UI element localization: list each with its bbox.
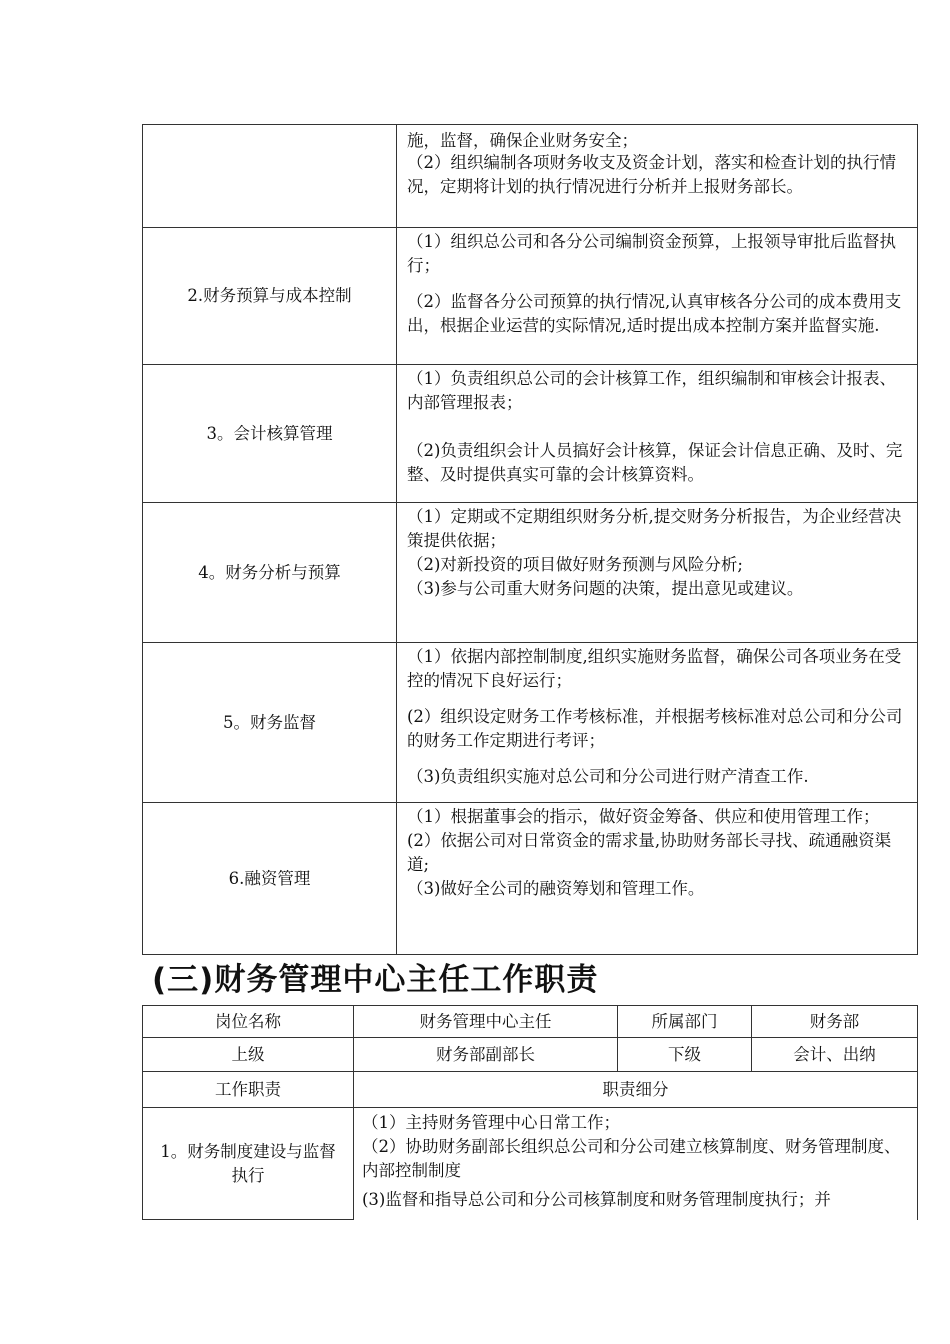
dept-value: 财务部 <box>752 1006 918 1038</box>
detail-line: (3)监督和指导总公司和分公司核算制度和财务管理制度执行；并 <box>362 1190 831 1209</box>
detail-line: （3)做好全公司的融资筹划和管理工作。 <box>407 879 705 898</box>
overlap-line <box>407 131 909 155</box>
table-row <box>143 365 918 503</box>
dept-label: 所属部门 <box>618 1006 752 1038</box>
detail-line: （2）监督各分公司预算的执行情况,认真审核各分公司的成本费用支出，根据企业运营的实际情况,适时提出成本控制方案并监督实施. <box>407 292 902 335</box>
duty1-detail <box>354 1108 918 1220</box>
detail-line: (2）组织设定财务工作考核标准，并根据考核标准对总公司和分公司的财务工作定期进行考评； <box>407 707 903 750</box>
detail-line: （1）负责组织总公司的会计核算工作，组织编制和审核会计报表、内部管理报表； <box>407 369 896 412</box>
table-row <box>143 643 918 803</box>
detail-label: 职责细分 <box>354 1072 918 1108</box>
superior-label: 上级 <box>143 1038 354 1072</box>
duty-detail-cell <box>397 228 918 365</box>
detail-line: （1）组织总公司和各分公司编制资金预算，上报领导审批后监督执行； <box>407 232 896 275</box>
duty-detail-cell <box>397 365 918 503</box>
detail-line: （3)参与公司重大财务问题的决策，提出意见或建议。 <box>407 579 804 598</box>
duty-detail-cell <box>397 803 918 955</box>
duty-detail-cell <box>397 125 918 228</box>
detail-line: （3)负责组织实施对总公司和分公司进行财产清查工作. <box>407 767 809 786</box>
position-table <box>142 1005 918 1220</box>
duty-title-cell: 2.财务预算与成本控制 <box>143 228 397 365</box>
duty-label: 工作职责 <box>143 1072 354 1108</box>
duties-table-continued <box>142 124 918 955</box>
duty1-title: 1。财务制度建设与监督执行 <box>143 1108 354 1220</box>
table-row <box>143 1038 918 1072</box>
detail-line: （1）依据内部控制制度,组织实施财务监督，确保公司各项业务在受控的情况下良好运行； <box>407 647 902 690</box>
detail-line: （2）组织编制各项财务收支及资金计划，落实和检查计划的执行情况，定期将计划的执行情况进行分析并上报财务部长。 <box>407 153 896 196</box>
detail-line: （1）根据董事会的指示，做好资金筹备、供应和使用管理工作； <box>407 807 880 826</box>
duty-title-cell: 6.融资管理 <box>143 803 397 955</box>
superior-value: 财务部副部长 <box>354 1038 618 1072</box>
detail-line: （2）协助财务副部长组织总公司和分公司建立核算制度、财务管理制度、内部控制制度 <box>362 1137 901 1180</box>
duty-title-cell: 4。财务分析与预算 <box>143 503 397 643</box>
detail-line: (2）依据公司对日常资金的需求量,协助财务部长寻找、疏通融资渠道; <box>407 831 892 874</box>
duty-detail-cell <box>397 643 918 803</box>
table-row <box>143 1006 918 1038</box>
table-row <box>143 228 918 365</box>
table-row <box>143 1072 918 1108</box>
duty-detail-cell <box>397 503 918 643</box>
table-row <box>143 1108 918 1220</box>
table-row <box>143 803 918 955</box>
subordinate-value: 会计、出纳 <box>752 1038 918 1072</box>
duty-title-cell: 5。财务监督 <box>143 643 397 803</box>
detail-line: 施，监督，确保企业财务安全； <box>407 131 638 150</box>
post-label: 岗位名称 <box>143 1006 354 1038</box>
section-heading: (三)财务管理中心主任工作职责 <box>152 962 599 998</box>
detail-line: （1）定期或不定期组织财务分析,提交财务分析报告，为企业经营决策提供依据； <box>407 507 902 550</box>
table-row <box>143 503 918 643</box>
post-value: 财务管理中心主任 <box>354 1006 618 1038</box>
duty-title-cell <box>143 125 397 228</box>
detail-line: （1）主持财务管理中心日常工作； <box>362 1113 620 1132</box>
detail-line: （2)对新投资的项目做好财务预测与风险分析; <box>407 555 743 574</box>
duty-title-cell: 3。会计核算管理 <box>143 365 397 503</box>
subordinate-label: 下级 <box>618 1038 752 1072</box>
table-row <box>143 125 918 228</box>
detail-line: （2)负责组织会计人员搞好会计核算，保证会计信息正确、及时、完整、及时提供真实可靠的会计核算资料。 <box>407 441 903 484</box>
